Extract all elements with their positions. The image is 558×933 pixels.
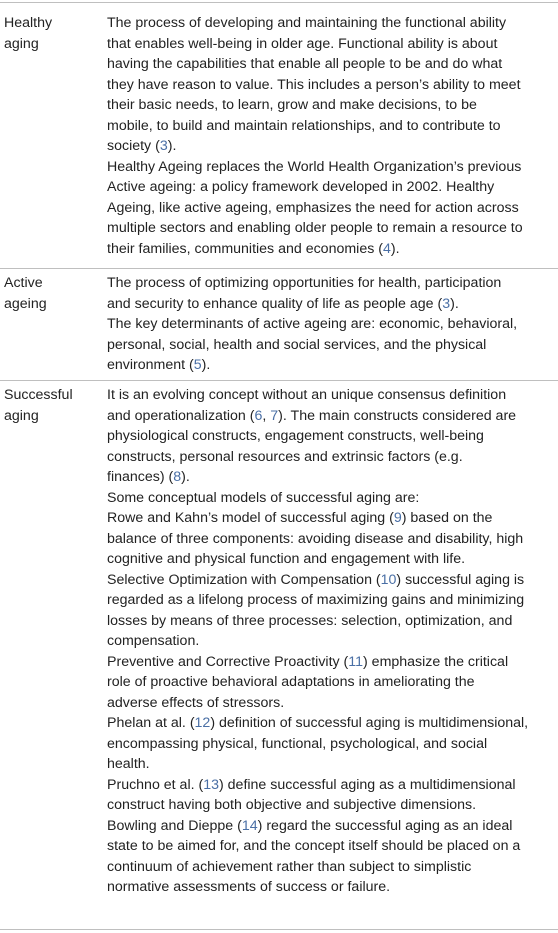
definition-line (107, 335, 555, 356)
definition-text: compensation. (107, 633, 200, 649)
definition-text: constructs, personal resources and extrinsic factors (e.g. (107, 448, 463, 465)
definition-line (107, 406, 555, 427)
definition-line (107, 116, 555, 137)
term-line: aging (4, 407, 39, 424)
reference-link[interactable]: 3 (159, 138, 168, 154)
definition-text: , (262, 407, 271, 424)
reference-link[interactable]: 7 (270, 407, 279, 424)
reference-link[interactable]: 8 (173, 469, 182, 485)
definition-line (107, 693, 555, 714)
definition-text: ). (390, 240, 400, 257)
row-divider (0, 380, 558, 381)
row-divider (0, 268, 558, 269)
definition-line (107, 549, 555, 570)
definition-text: multiple sectors and enabling older people to remain a resource to (107, 220, 523, 236)
table-top-rule (0, 2, 558, 3)
definition-line (107, 355, 555, 376)
definition-line (107, 836, 555, 857)
reference-link[interactable]: 6 (254, 407, 263, 424)
reference-link[interactable]: 4 (382, 240, 391, 257)
definition-text: their basic needs, to learn, grow and make decisions, to be (107, 97, 477, 113)
definition-line (107, 75, 555, 96)
definition-line (107, 529, 555, 550)
definition-cell (107, 385, 555, 898)
table-bottom-rule (0, 929, 558, 930)
definition-line (107, 775, 555, 796)
definition-line (107, 13, 555, 34)
definition-text: Ageing, like active ageing, emphasizes the need for action across (107, 199, 519, 216)
definition-text: Phelan at al. ( (107, 715, 195, 731)
definition-text: Pruchno et al. ( (107, 776, 204, 793)
definition-line (107, 713, 555, 734)
term-cell (4, 273, 94, 314)
definition-text: and security to enhance quality of life as people age ( (107, 295, 443, 312)
definition-line (107, 273, 555, 294)
reference-link[interactable]: 5 (193, 357, 202, 373)
definition-line (107, 95, 555, 116)
definition-text: finances) ( (107, 469, 174, 485)
definition-text: encompassing physical, functional, psychological, and social (107, 735, 488, 752)
definition-text: The process of optimizing opportunities for health, participation (107, 275, 502, 291)
definition-cell (107, 13, 555, 259)
definition-text: It is an evolving concept without an unique consensus definition (107, 387, 507, 403)
term-line: Successful (4, 387, 73, 403)
definition-line (107, 467, 555, 488)
definition-text: losses by means of three processes: selection, optimization, and (107, 612, 513, 629)
reference-link[interactable]: 14 (241, 817, 258, 834)
definition-line (107, 177, 555, 198)
definition-text: The process of developing and maintaining the functional ability (107, 15, 507, 31)
definition-line (107, 631, 555, 652)
definition-text: physiological constructs, engagement constructs, well-being (107, 428, 484, 444)
term-line: aging (4, 35, 39, 52)
definition-text: that enables well-being in older age. Functional ability is about (107, 35, 498, 52)
definition-line (107, 611, 555, 632)
definition-line (107, 877, 555, 898)
definition-line (107, 426, 555, 447)
definition-text: normative assessments of success or failure. (107, 879, 391, 895)
definition-text: ). (181, 469, 190, 485)
definition-text: Active ageing: a policy framework developed in 2002. Healthy (107, 179, 495, 195)
definition-line (107, 198, 555, 219)
definition-text: Some conceptual models of successful aging are: (107, 489, 420, 506)
definition-text: Bowling and Dieppe ( (107, 817, 242, 834)
definition-text: role of proactive behavioral adaptations in ameliorating the (107, 674, 475, 690)
definition-line (107, 488, 555, 509)
definition-line (107, 54, 555, 75)
definition-text: state to be aimed for, and the concept itself should be placed on a (107, 838, 521, 854)
definition-text: having the capabilities that enable all people to be and do what (107, 56, 503, 72)
definition-line (107, 136, 555, 157)
term-line: ageing (4, 295, 47, 312)
definition-text: health. (107, 756, 150, 772)
definition-line (107, 157, 555, 178)
definition-text: Selective Optimization with Compensation ( (107, 571, 381, 588)
term-cell (4, 385, 94, 426)
definition-text: environment ( (107, 357, 194, 373)
definition-text: construct having both objective and subjective dimensions. (107, 797, 477, 813)
definition-text: ) regard the successful aging as an ideal (257, 817, 513, 834)
definition-text: ) define successful aging as a multidimensional (219, 776, 516, 793)
definition-text: they have reason to value. This includes a person’s ability to meet (107, 76, 521, 93)
definition-cell (107, 273, 555, 376)
definition-line (107, 672, 555, 693)
definition-line (107, 239, 555, 260)
term-cell (4, 13, 94, 54)
definition-text: ). The main constructs considered are (278, 407, 517, 424)
definition-line (107, 34, 555, 55)
reference-link[interactable]: 3 (442, 295, 451, 312)
definition-text: ) definition of successful aging is multidimensional, (210, 715, 529, 731)
definition-text: balance of three components: avoiding disease and disability, high (107, 530, 524, 547)
definition-text: Healthy Ageing replaces the World Health Organization’s previous (107, 158, 522, 175)
term-line: Healthy (4, 15, 53, 31)
definition-line (107, 218, 555, 239)
definition-line (107, 754, 555, 775)
definition-line (107, 734, 555, 755)
definition-line (107, 590, 555, 611)
definition-line (107, 652, 555, 673)
definition-text: ) successful aging is (396, 571, 525, 588)
definition-line (107, 795, 555, 816)
definition-text: ) based on the (401, 510, 493, 526)
term-line: Active (4, 275, 43, 291)
definition-text: personal, social, health and social services, and the physical (107, 336, 487, 353)
definition-line (107, 385, 555, 406)
definition-line (107, 857, 555, 878)
definition-text: and operationalization ( (107, 407, 255, 424)
definition-text: ). (201, 357, 211, 373)
reference-link[interactable]: 10 (380, 571, 397, 588)
definition-text: cognitive and physical function and engagement with life. (107, 551, 466, 567)
definition-line (107, 508, 555, 529)
definition-line (107, 314, 555, 335)
reference-link[interactable]: 9 (393, 510, 402, 526)
definition-line (107, 294, 555, 315)
definition-text: Preventive and Corrective Proactivity ( (107, 653, 349, 670)
definition-line (107, 447, 555, 468)
definition-text: ). (450, 295, 459, 312)
definition-text: regarded as a lifelong process of maximizing gains and minimizing (107, 592, 525, 608)
reference-link[interactable]: 11 (348, 653, 364, 670)
definition-line (107, 816, 555, 837)
reference-link[interactable]: 12 (194, 715, 211, 731)
reference-link[interactable]: 13 (203, 776, 219, 793)
definition-text: adverse effects of stressors. (107, 694, 285, 711)
definition-text: ). (167, 138, 177, 154)
definition-text: mobile, to build and maintain relationships, and to contribute to (107, 117, 501, 134)
definition-text: Rowe and Kahn’s model of successful aging ( (107, 510, 394, 526)
definition-text: ) emphasize the critical (363, 653, 509, 670)
definition-line (107, 570, 555, 591)
definition-text: The key determinants of active ageing are: economic, behavioral, (107, 316, 518, 332)
definition-text: society ( (107, 138, 160, 154)
definition-text: their families, communities and economies ( (107, 240, 383, 257)
definition-text: continuum of achievement rather than subject to simplistic (107, 858, 472, 875)
